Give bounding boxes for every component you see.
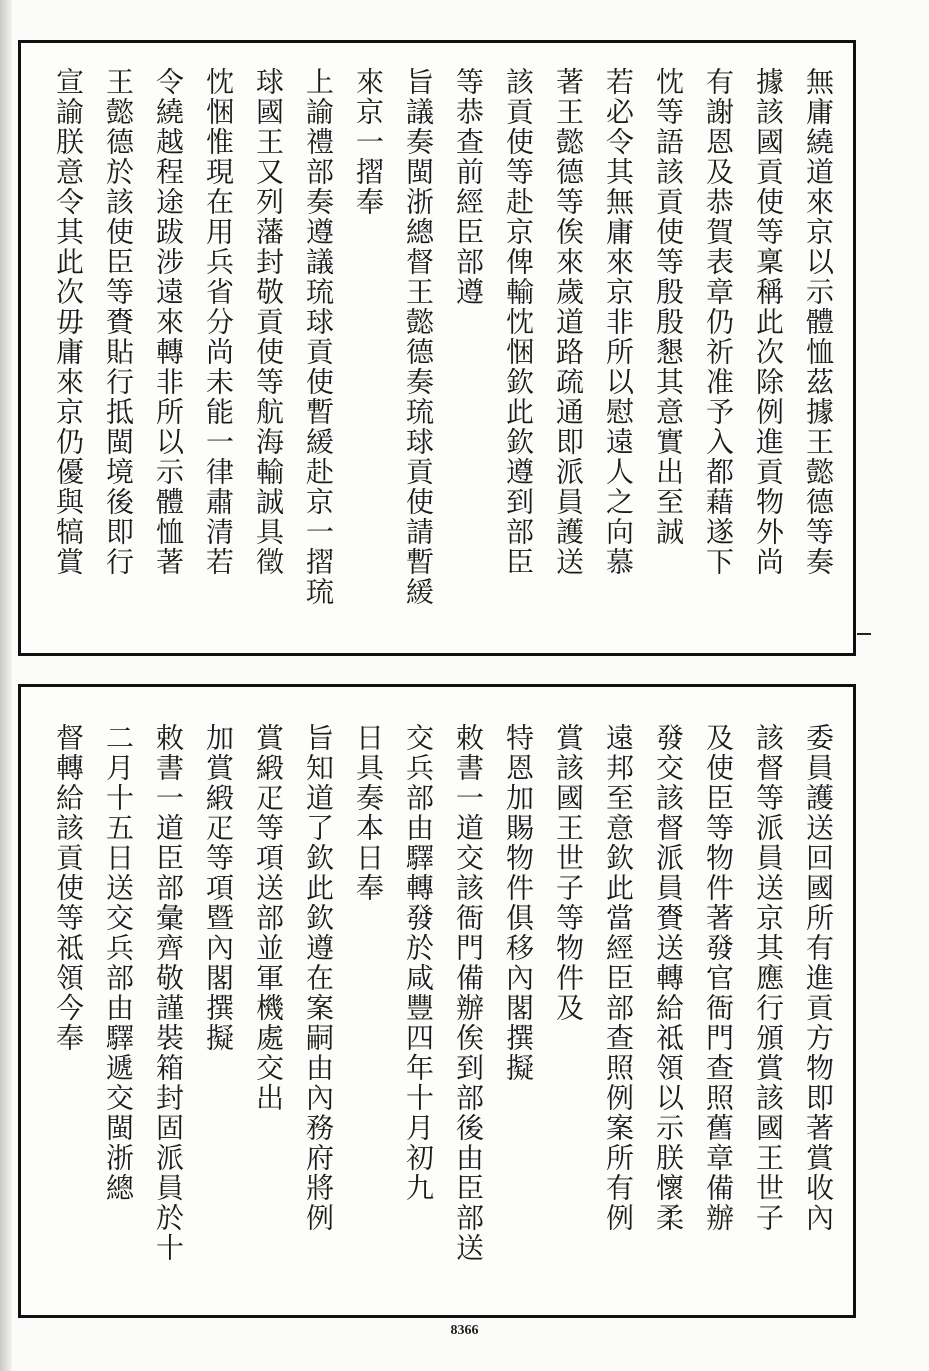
text-column: 督轉給該貢使等祗領今奉	[52, 723, 85, 1053]
text-column: 有謝恩及恭賀表章仍祈准予入都藉遂下	[702, 67, 735, 577]
text-column: 忱等語該貢使等殷殷懇其意實出至誠	[652, 67, 685, 547]
lower-column-set	[21, 687, 853, 1315]
text-column: 球國王又列藩封敬貢使等航海輸誠具徵	[252, 67, 285, 577]
text-column: 賞該國王世子等物件及	[552, 723, 585, 1023]
text-column: 遠邦至意欽此當經臣部查照例案所有例	[602, 723, 635, 1233]
text-column: 令繞越程途跋涉遠來轉非所以示體恤著	[152, 67, 185, 577]
text-column: 加賞緞疋等項暨內閣撰擬	[202, 723, 235, 1053]
text-column: 交兵部由驛轉發於咸豐四年十月初九	[402, 723, 435, 1203]
text-column: 該貢使等赴京俾輸忱悃欽此欽遵到部臣	[502, 67, 535, 577]
text-column: 日具奏本日奉	[352, 723, 385, 903]
text-column: 敕書一道臣部彙齊敬謹裝箱封固派員於十	[152, 723, 185, 1263]
text-column: 據該國貢使等稟稱此次除例進貢物外尚	[752, 67, 785, 577]
text-column: 宣諭朕意令其此次毋庸來京仍優與犒賞	[52, 67, 85, 577]
text-column: 發交該督派員賚送轉給祗領以示朕懷柔	[652, 723, 685, 1233]
text-column: 若必令其無庸來京非所以慰遠人之向慕	[602, 67, 635, 577]
text-column: 上諭禮部奏遵議琉球貢使暫緩赴京一摺琉	[302, 67, 335, 607]
text-column: 來京一摺奉	[352, 67, 385, 217]
text-column: 二月十五日送交兵部由驛遞交閩浙總	[102, 723, 135, 1203]
upper-column-set	[21, 43, 853, 653]
text-column: 及使臣等物件著發官衙門查照舊章備辦	[702, 723, 735, 1233]
text-column: 著王懿德等俟來歲道路疏通即派員護送	[552, 67, 585, 577]
text-column: 委員護送回國所有進貢方物即著賞收內	[802, 723, 835, 1233]
lower-text-panel	[18, 684, 856, 1318]
book-spine-shadow	[0, 0, 12, 1371]
text-column: 王懿德於該使臣等賚貼行抵閩境後即行	[102, 67, 135, 577]
text-column: 賞緞疋等項送部並軍機處交出	[252, 723, 285, 1113]
text-column: 特恩加賜物件俱移內閣撰擬	[502, 723, 535, 1083]
text-column: 無庸繞道來京以示體恤茲據王懿德等奏	[802, 67, 835, 577]
text-column: 該督等派員送京其應行頒賞該國王世子	[752, 723, 785, 1233]
margin-tick-mark	[857, 633, 871, 635]
page-number: 8366	[450, 1323, 479, 1338]
text-column: 等恭查前經臣部遵	[452, 67, 485, 307]
upper-text-panel	[18, 40, 856, 656]
text-column: 旨知道了欽此欽遵在案嗣由內務府將例	[302, 723, 335, 1233]
text-column: 敕書一道交該衙門備辦俟到部後由臣部送	[452, 723, 485, 1263]
text-column: 忱悃惟現在用兵省分尚未能一律肅清若	[202, 67, 235, 577]
text-column: 旨議奏閩浙總督王懿德奏琉球貢使請暫緩	[402, 67, 435, 607]
